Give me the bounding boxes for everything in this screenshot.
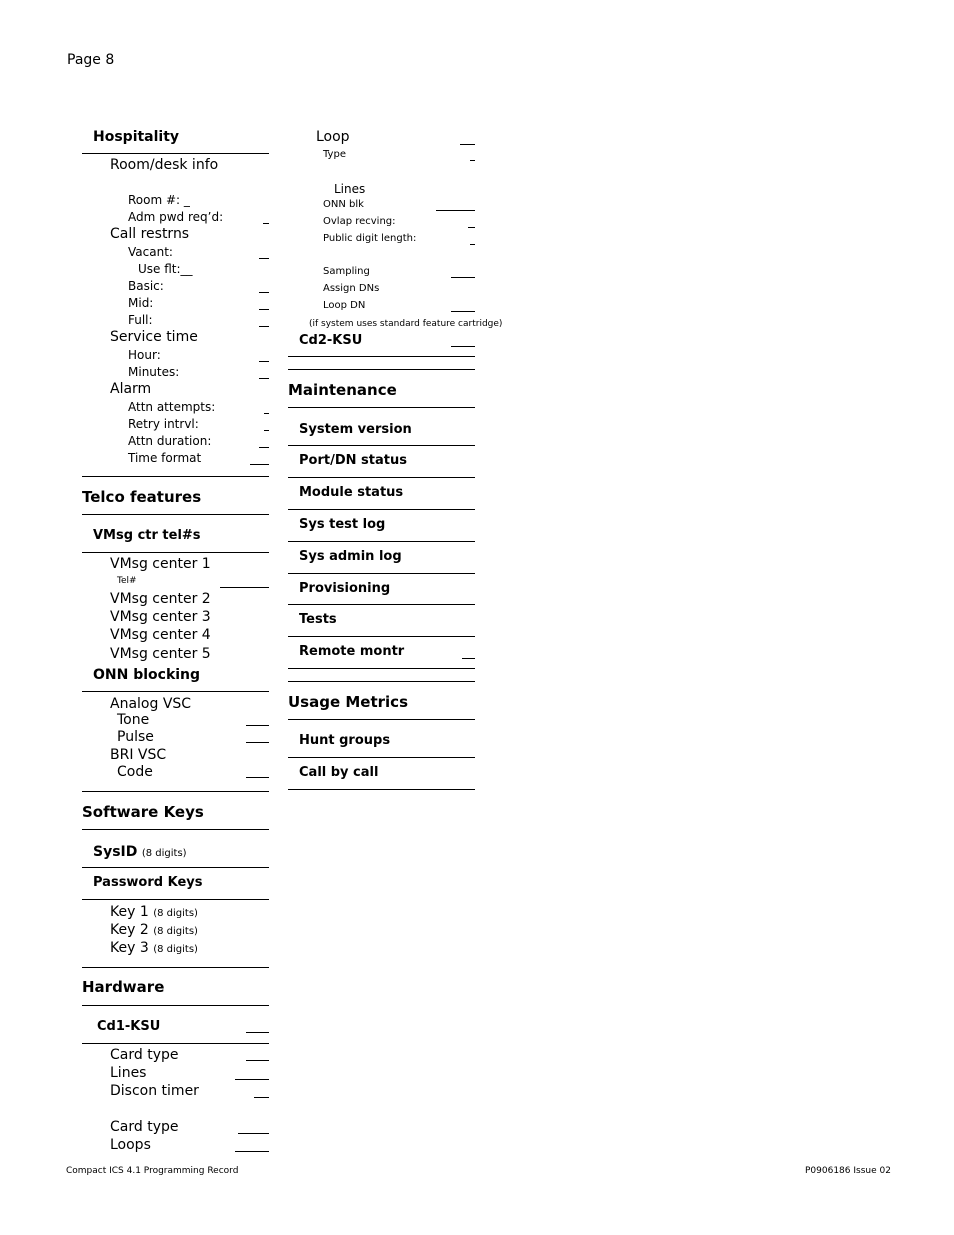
divider (288, 719, 475, 720)
divider (82, 514, 269, 515)
divider (288, 477, 475, 478)
key-3-digits-note: (8 digits) (153, 944, 198, 955)
blank-line (259, 361, 269, 362)
label-ovlap-recving: Ovlap recving: (323, 216, 396, 227)
divider (82, 829, 269, 830)
blank-line (470, 244, 475, 245)
sysid-title: SysID (93, 844, 138, 860)
blank-line (250, 464, 269, 465)
blank-line (246, 1032, 269, 1033)
label-room-number: Room #: _ (128, 193, 190, 207)
label-admin-password: Adm pwd req’d: (128, 210, 224, 224)
blank-line (451, 277, 475, 278)
item-port-dn-status: Port/DN status (299, 453, 407, 468)
label-mid: Mid: (128, 296, 154, 310)
footer-document-number: P0906186 Issue 02 (805, 1166, 891, 1176)
divider (82, 867, 269, 868)
label-loops: Loops (110, 1137, 151, 1153)
subsection-cd2-ksu: Cd2-KSU (299, 333, 363, 348)
blank-line (246, 777, 269, 778)
label-retry-intrvl: Retry intrvl: (128, 417, 199, 431)
section-maintenance: Maintenance (288, 381, 397, 399)
blank-line (259, 378, 269, 379)
label-attn-attempts: Attn attempts: (128, 400, 216, 414)
label-service-time: Service time (110, 329, 198, 345)
section-telco-features: Telco features (82, 488, 202, 506)
label-assign-dns: Assign DNs (323, 283, 380, 294)
item-system-version: System version (299, 422, 412, 437)
divider (288, 636, 475, 637)
label-onn-blk: ONN blk (323, 199, 364, 210)
label-public-digit-length: Public digit length: (323, 233, 417, 244)
subsection-onn-blocking: ONN blocking (93, 667, 201, 683)
divider (288, 757, 475, 758)
blank-line (259, 447, 269, 448)
label-room-desk-info: Room/desk info (110, 157, 219, 173)
label-full: Full: (128, 313, 153, 327)
label-card-type: Card type (110, 1047, 179, 1063)
divider (82, 1043, 269, 1044)
blank-line (259, 326, 269, 327)
item-sys-admin-log: Sys admin log (299, 549, 402, 564)
label-analog-vsc: Analog VSC (110, 696, 192, 712)
blank-line (470, 160, 475, 161)
subsection-vmsg-ctr-tel: VMsg ctr tel#s (93, 528, 201, 543)
label-sampling: Sampling (323, 266, 370, 277)
label-vmsg-center-4: VMsg center 4 (110, 627, 211, 643)
label-loop: Loop (316, 129, 350, 145)
blank-line (451, 311, 475, 312)
label-basic: Basic: (128, 279, 164, 293)
label-attn-duration: Attn duration: (128, 434, 212, 448)
label-lines: Lines (110, 1065, 147, 1081)
label-tone: Tone (117, 712, 150, 728)
blank-line (246, 742, 269, 743)
sysid-digits-note: (8 digits) (141, 848, 187, 859)
divider (288, 356, 475, 357)
divider (82, 1005, 269, 1006)
divider (288, 668, 475, 669)
key-2-title: Key 2 (110, 922, 149, 938)
label-vmsg-center-1: VMsg center 1 (110, 556, 211, 572)
key-1-title: Key 1 (110, 904, 149, 920)
label-card-type-2: Card type (110, 1119, 179, 1135)
divider (288, 604, 475, 605)
divider (82, 476, 269, 477)
blank-line (259, 292, 269, 293)
divider (82, 552, 269, 553)
label-type: Type (323, 149, 346, 160)
section-software-keys: Software Keys (82, 803, 204, 821)
divider (288, 541, 475, 542)
blank-line (263, 223, 269, 224)
blank-line (436, 210, 475, 211)
label-tel-number: Tel# (117, 576, 137, 586)
divider (288, 369, 475, 370)
label-key-1 (110, 905, 198, 919)
key-3-title: Key 3 (110, 940, 149, 956)
divider (288, 445, 475, 446)
key-1-digits-note: (8 digits) (153, 908, 198, 919)
label-minutes: Minutes: (128, 365, 180, 379)
section-hospitality: Hospitality (93, 129, 180, 145)
label-key-3 (110, 941, 198, 955)
item-provisioning: Provisioning (299, 581, 391, 596)
label-call-restrns: Call restrns (110, 226, 190, 242)
divider (82, 967, 269, 968)
blank-line (235, 1079, 269, 1080)
label-vmsg-center-3: VMsg center 3 (110, 609, 211, 625)
divider (82, 153, 269, 154)
label-lines-right: Lines (334, 182, 366, 196)
label-code: Code (117, 764, 153, 780)
page-number: Page 8 (67, 52, 115, 68)
item-call-by-call: Call by call (299, 765, 379, 780)
label-hour: Hour: (128, 348, 161, 362)
label-time-format: Time format (128, 451, 202, 465)
divider (288, 509, 475, 510)
label-vacant: Vacant: (128, 245, 173, 259)
blank-line (238, 1133, 269, 1134)
subsection-password-keys: Password Keys (93, 875, 203, 890)
label-discon-timer: Discon timer (110, 1083, 199, 1099)
blank-line (246, 725, 269, 726)
blank-line (259, 309, 269, 310)
item-module-status: Module status (299, 485, 404, 500)
item-sys-test-log: Sys test log (299, 517, 386, 532)
divider (82, 899, 269, 900)
blank-line (451, 346, 475, 347)
label-key-2 (110, 923, 198, 937)
blank-line (264, 430, 269, 431)
blank-line (235, 1151, 269, 1152)
label-vmsg-center-5: VMsg center 5 (110, 646, 211, 662)
divider (288, 789, 475, 790)
label-sysid (93, 845, 187, 859)
blank-line (468, 227, 475, 228)
note-feature-cartridge: (if system uses standard feature cartridge) (309, 319, 503, 329)
section-usage-metrics: Usage Metrics (288, 693, 408, 711)
divider (288, 681, 475, 682)
blank-line (460, 144, 475, 145)
blank-line (264, 413, 269, 414)
blank-line (462, 658, 475, 659)
label-bri-vsc: BRI VSC (110, 747, 167, 763)
item-remote-montr: Remote montr (299, 644, 405, 659)
section-hardware: Hardware (82, 978, 165, 996)
key-2-digits-note: (8 digits) (153, 926, 198, 937)
footer-document-title: Compact ICS 4.1 Programming Record (66, 1166, 239, 1176)
divider (82, 691, 269, 692)
blank-line (246, 1060, 269, 1061)
subsection-cd1-ksu: Cd1-KSU (97, 1019, 161, 1034)
label-loop-dn: Loop DN (323, 300, 366, 311)
divider (288, 573, 475, 574)
label-use-flt: Use flt:__ (138, 262, 193, 276)
label-vmsg-center-2: VMsg center 2 (110, 591, 211, 607)
blank-line (254, 1097, 269, 1098)
label-pulse: Pulse (117, 729, 154, 745)
item-hunt-groups: Hunt groups (299, 733, 391, 748)
label-alarm: Alarm (110, 381, 152, 397)
item-tests: Tests (299, 612, 337, 627)
blank-line (259, 258, 269, 259)
divider (288, 407, 475, 408)
blank-line (220, 587, 269, 588)
divider (82, 791, 269, 792)
